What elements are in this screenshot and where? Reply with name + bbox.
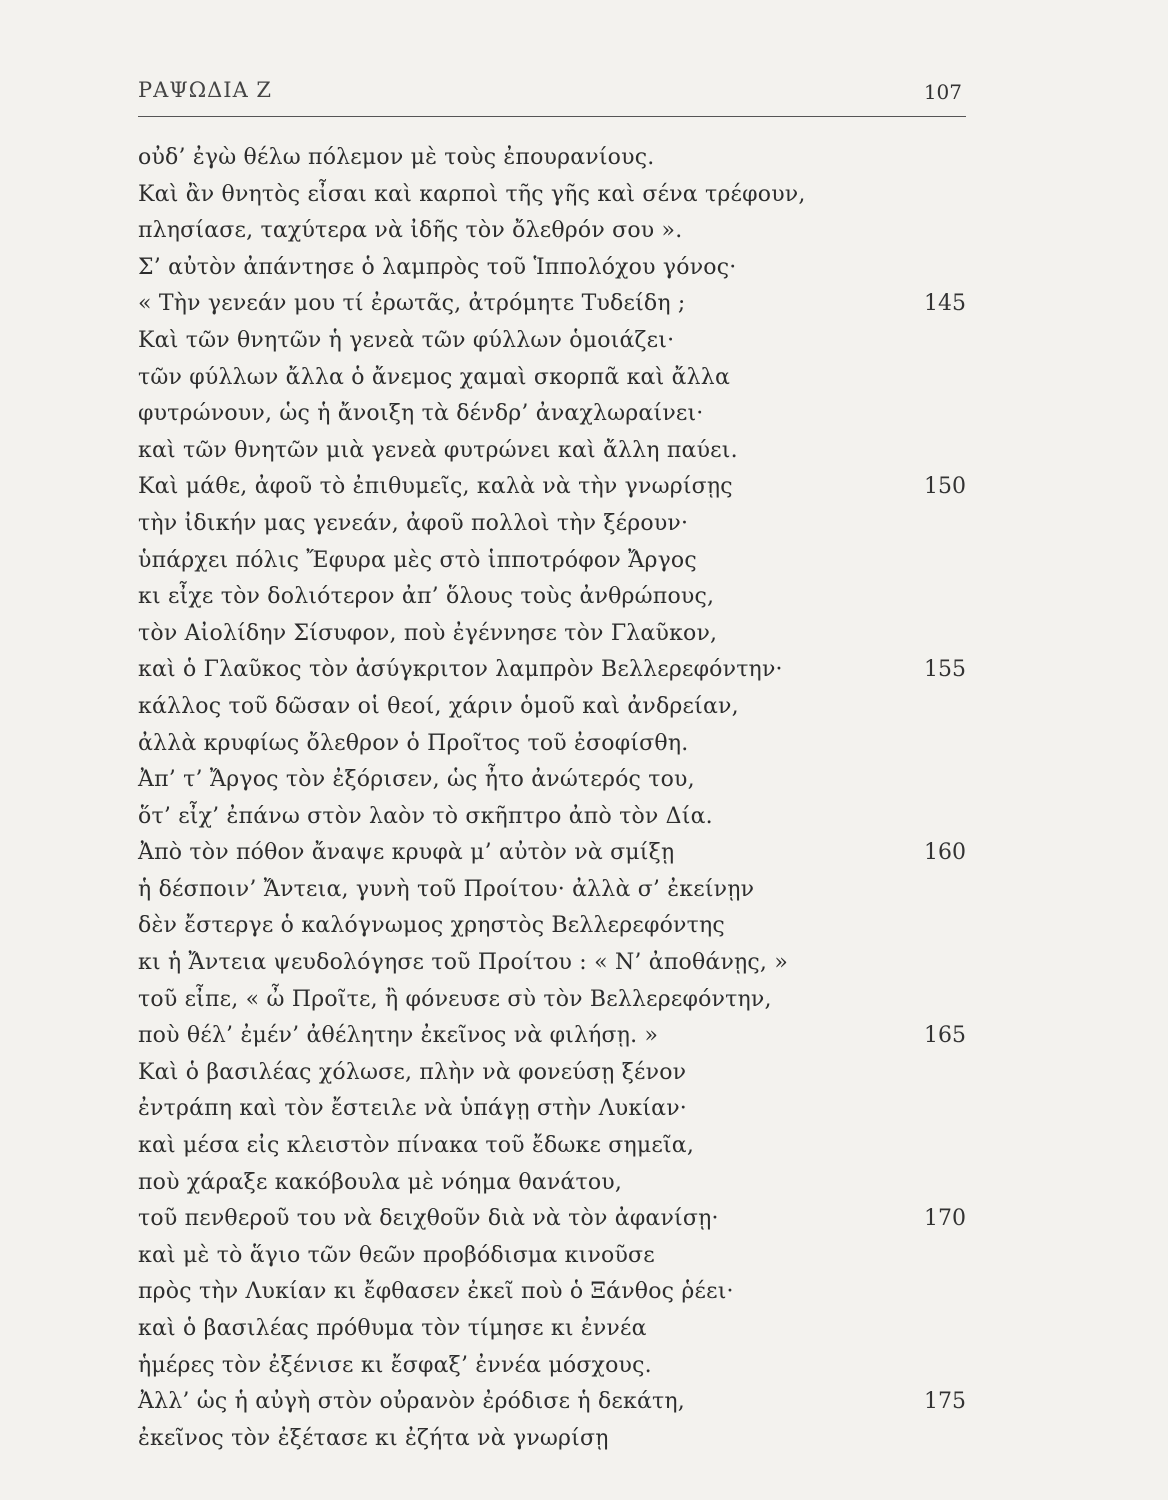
line-number: 160: [924, 840, 966, 866]
verse-line: [138, 140, 968, 177]
verse-text: ἡμέρες τὸν ἐξένισε κι ἔσφαξ’ ἐννέα μόσχους.: [138, 1352, 652, 1378]
verse-line: [138, 286, 968, 323]
verse-text: ἐκεῖνος τὸν ἐξέτασε κι ἐζήτα νὰ γνωρίσῃ: [138, 1425, 609, 1451]
verse-text: Καὶ τῶν θνητῶν ἡ γενεὰ τῶν φύλλων ὁμοιάζει·: [138, 327, 675, 353]
verse-line: [138, 835, 968, 872]
verse-line: [138, 1201, 968, 1238]
line-number: 165: [924, 1023, 966, 1049]
verse-text: ὑπάρχει πόλις Ἔφυρα μὲς στὸ ἱπποτρόφον Ἄργος: [138, 547, 697, 573]
verse-text: πρὸς τὴν Λυκίαν κι ἔφθασεν ἐκεῖ ποὺ ὁ Ξάνθος ῥέει·: [138, 1279, 734, 1305]
verse-text: Καὶ ἂν θνητὸς εἶσαι καὶ καρποὶ τῆς γῆς καὶ σένα τρέφουν,: [138, 181, 806, 207]
line-number: 150: [924, 474, 966, 500]
verse-text: οὐδ’ ἐγὼ θέλω πόλεμον μὲ τοὺς ἐπουρανίους.: [138, 145, 655, 170]
verse-line: [138, 1091, 968, 1128]
verse-text: τοῦ εἶπε, « ὦ Προῖτε, ἢ φόνευσε σὺ τὸν Βελλερεφόντην,: [138, 986, 772, 1012]
line-number: 155: [924, 657, 966, 683]
verse-line: [138, 579, 968, 616]
verse-text: κι εἶχε τὸν δολιότερον ἀπ’ ὅλους τοὺς ἀνθρώπους,: [138, 584, 715, 610]
verse-line: [138, 689, 968, 726]
verse-text: κάλλος τοῦ δῶσαν οἱ θεοί, χάριν ὁμοῦ καὶ ἀνδρείαν,: [138, 693, 739, 719]
verse-line: [138, 945, 968, 982]
verse-text: ἀλλὰ κρυφίως ὄλεθρον ὁ Προῖτος τοῦ ἐσοφίσθη.: [138, 730, 689, 756]
verse-line: [138, 1274, 968, 1311]
verse-line: [138, 1348, 968, 1385]
verse-line: [138, 250, 968, 287]
verse-text: ὅτ’ εἶχ’ ἐπάνω στὸν λαὸν τὸ σκῆπτρο ἀπὸ τὸν Δία.: [138, 803, 713, 829]
verse-line: [138, 543, 968, 580]
verse-line: [138, 1421, 968, 1458]
verse-text: Ἀλλ’ ὡς ἡ αὐγὴ στὸν οὐρανὸν ἐρόδισε ἡ δεκάτη,: [138, 1389, 685, 1415]
verse-line: [138, 908, 968, 945]
verse-list: [138, 140, 968, 1457]
verse-line: [138, 360, 968, 397]
verse-text: τῶν φύλλων ἄλλα ὁ ἄνεμος χαμαὶ σκορπᾶ καὶ ἄλλα: [138, 364, 731, 390]
header-rule: [138, 116, 966, 117]
verse-line: [138, 1311, 968, 1348]
verse-text: καὶ μὲ τὸ ἅγιο τῶν θεῶν προβόδισμα κινοῦσε: [138, 1242, 655, 1268]
verse-text: καὶ ὁ βασιλέας πρόθυμα τὸν τίμησε κι ἐννέα: [138, 1316, 647, 1341]
verse-text: τοῦ πενθεροῦ του νὰ δειχθοῦν διὰ νὰ τὸν ἀφανίσῃ·: [138, 1206, 719, 1232]
verse-text: ἡ δέσποιν’ Ἄντεια, γυνὴ τοῦ Προίτου· ἀλλὰ σ’ ἐκείνῃν: [138, 876, 755, 902]
verse-line: [138, 652, 968, 689]
running-title: ΡΑΨΩΔΙΑ Ζ: [138, 78, 273, 102]
line-number: 170: [924, 1206, 966, 1232]
verse-line: [138, 213, 968, 250]
verse-line: [138, 616, 968, 653]
verse-text: κι ἡ Ἄντεια ψευδολόγησε τοῦ Προίτου : « Ν’ ἀποθάνῃς, »: [138, 950, 788, 976]
verse-line: [138, 1018, 968, 1055]
verse-text: « Τὴν γενεάν μου τί ἐρωτᾶς, ἀτρόμητε Τυδείδη ;: [138, 291, 686, 317]
verse-line: [138, 872, 968, 909]
verse-text: φυτρώνουν, ὡς ἡ ἄνοιξη τὰ δένδρ’ ἀναχλωραίνει·: [138, 401, 704, 427]
verse-line: [138, 799, 968, 836]
verse-line: [138, 982, 968, 1019]
verse-text: τὸν Αἰολίδην Σίσυφον, ποὺ ἐγέννησε τὸν Γλαῦκον,: [138, 620, 718, 646]
verse-line: [138, 433, 968, 470]
verse-text: ποὺ θέλ’ ἐμέν’ ἀθέλητην ἐκεῖνος νὰ φιλήσῃ. »: [138, 1023, 659, 1049]
verse-line: [138, 1238, 968, 1275]
page-number: 107: [923, 80, 962, 104]
verse-text: ποὺ χάραξε κακόβουλα μὲ νόημα θανάτου,: [138, 1169, 623, 1195]
verse-line: [138, 396, 968, 433]
verse-line: [138, 1384, 968, 1421]
verse-line: [138, 1165, 968, 1202]
verse-text: Σ’ αὐτὸν ἀπάντησε ὁ λαμπρὸς τοῦ Ἱππολόχου γόνος·: [138, 254, 737, 280]
verse-text: τὴν ἰδικήν μας γενεάν, ἀφοῦ πολλοὶ τὴν ξέρουν·: [138, 510, 689, 536]
verse-line: [138, 177, 968, 214]
page-header: [138, 78, 966, 112]
verse-line: [138, 1128, 968, 1165]
verse-text: Ἀπ’ τ’ Ἄργος τὸν ἐξόρισεν, ὡς ἦτο ἀνώτερός του,: [138, 767, 695, 793]
line-number: 175: [924, 1389, 966, 1415]
verse-line: [138, 1055, 968, 1092]
verse-text: Ἀπὸ τὸν πόθον ἄναψε κρυφὰ μ’ αὐτὸν νὰ σμίξῃ: [138, 840, 675, 866]
verse-text: πλησίασε, ταχύτερα νὰ ἰδῆς τὸν ὄλεθρόν σου ».: [138, 218, 683, 244]
verse-line: [138, 469, 968, 506]
verse-line: [138, 323, 968, 360]
line-number: 145: [924, 291, 966, 317]
verse-text: Καὶ μάθε, ἀφοῦ τὸ ἐπιθυμεῖς, καλὰ νὰ τὴν γνωρίσῃς: [138, 474, 733, 500]
verse-text: καὶ μέσα εἰς κλειστὸν πίνακα τοῦ ἔδωκε σημεῖα,: [138, 1133, 695, 1159]
verse-line: [138, 762, 968, 799]
verse-text: καὶ τῶν θνητῶν μιὰ γενεὰ φυτρώνει καὶ ἄλλη παύει.: [138, 437, 738, 463]
verse-text: δὲν ἔστεργε ὁ καλόγνωμος χρηστὸς Βελλερεφόντης: [138, 913, 725, 939]
verse-text: ἐντράπη καὶ τὸν ἔστειλε νὰ ὑπάγῃ στὴν Λυκίαν·: [138, 1096, 687, 1122]
verse-line: [138, 506, 968, 543]
verse-text: καὶ ὁ Γλαῦκος τὸν ἀσύγκριτον λαμπρὸν Βελλερεφόντην·: [138, 657, 783, 683]
verse-line: [138, 726, 968, 763]
verse-text: Καὶ ὁ βασιλέας χόλωσε, πλὴν νὰ φονεύσῃ ξένον: [138, 1059, 687, 1085]
